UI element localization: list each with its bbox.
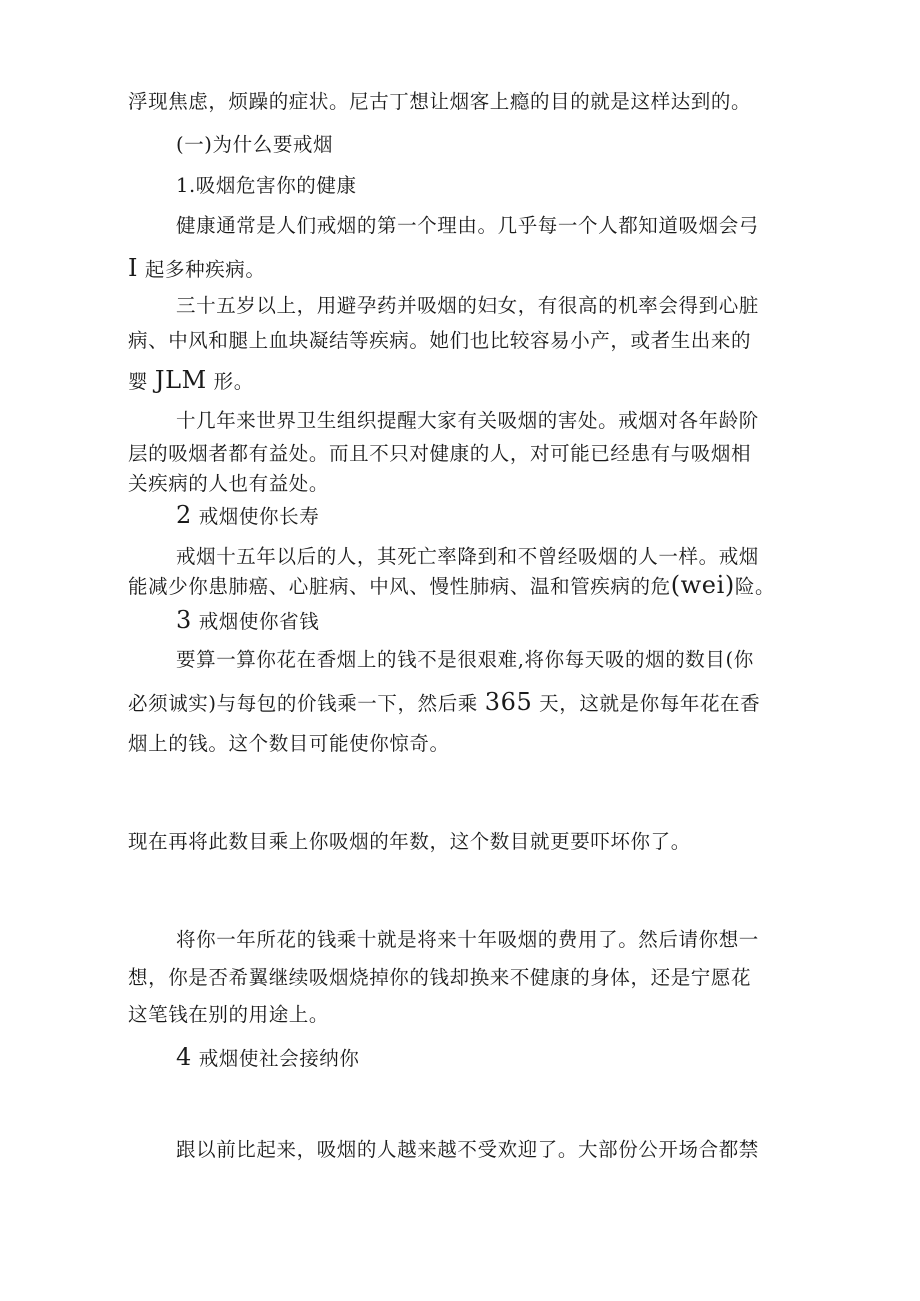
subsection-heading: 2 戒烟使你长寿 — [176, 501, 320, 529]
wei-glyph: (wei) — [670, 571, 735, 599]
text-line: I 起多种疾病。 — [128, 254, 266, 282]
text-line: 浮现焦虑，烦躁的症状。尼古丁想让烟客上瘾的目的就是这样达到的。 — [128, 90, 752, 113]
jlm-glyph: JLM — [154, 366, 207, 394]
text-line: 戒烟十五年以后的人，其死亡率降到和不曾经吸烟的人一样。戒烟 — [176, 545, 759, 568]
text-line: 层的吸烟者都有益处。而且不只对健康的人，对可能已经患有与吸烟相 — [128, 442, 752, 465]
text-line: 必须诚实)与每包的价钱乘一下，然后乘 365 天，这就是你每年花在香 — [128, 688, 761, 716]
text-line: 想，你是否希翼继续吸烟烧掉你的钱却换来不健康的身体，还是宁愿花 — [128, 966, 752, 989]
text-line: 健康通常是人们戒烟的第一个理由。几乎每一个人都知道吸烟会弓 — [176, 214, 759, 237]
text-line: 病、中风和腿上血块凝结等疾病。她们也比较容易小产，或者生出来的 — [128, 329, 752, 352]
text-line: 要算一算你花在香烟上的钱不是很艰难,将你每天吸的烟的数目(你 — [176, 648, 754, 671]
subsection-heading: 3 戒烟使你省钱 — [176, 606, 320, 634]
text-line: 现在再将此数目乘上你吸烟的年数，这个数目就更要吓坏你了。 — [128, 830, 691, 853]
subsection-heading: 4 戒烟使社会接纳你 — [176, 1043, 360, 1071]
text-line: 烟上的钱。这个数目可能使你惊奇。 — [128, 732, 450, 755]
number-365: 365 — [484, 688, 533, 716]
text-line: 跟以前比起来，吸烟的人越来越不受欢迎了。大部份公开场合都禁 — [176, 1138, 759, 1161]
text-line: 婴 JLM 形。 — [128, 366, 254, 394]
text-line: 三十五岁以上，用避孕药并吸烟的妇女，有很高的机率会得到心脏 — [176, 294, 759, 317]
text-line: 十几年来世界卫生组织提醒大家有关吸烟的害处。戒烟对各年龄阶 — [176, 409, 759, 432]
text-line: 能减少你患肺癌、心脏病、中风、慢性肺病、温和管疾病的危(wei)险。 — [128, 571, 776, 599]
text-line: 将你一年所花的钱乘十就是将来十年吸烟的费用了。然后请你想一 — [176, 928, 759, 951]
section-heading: (一)为什么要戒烟 — [176, 133, 334, 156]
subsection-heading: 1.吸烟危害你的健康 — [176, 174, 357, 197]
text-line: 这笔钱在别的用途上。 — [128, 1003, 330, 1026]
letter-i: I — [128, 254, 139, 282]
text-line: 关疾病的人也有益处。 — [128, 472, 330, 495]
